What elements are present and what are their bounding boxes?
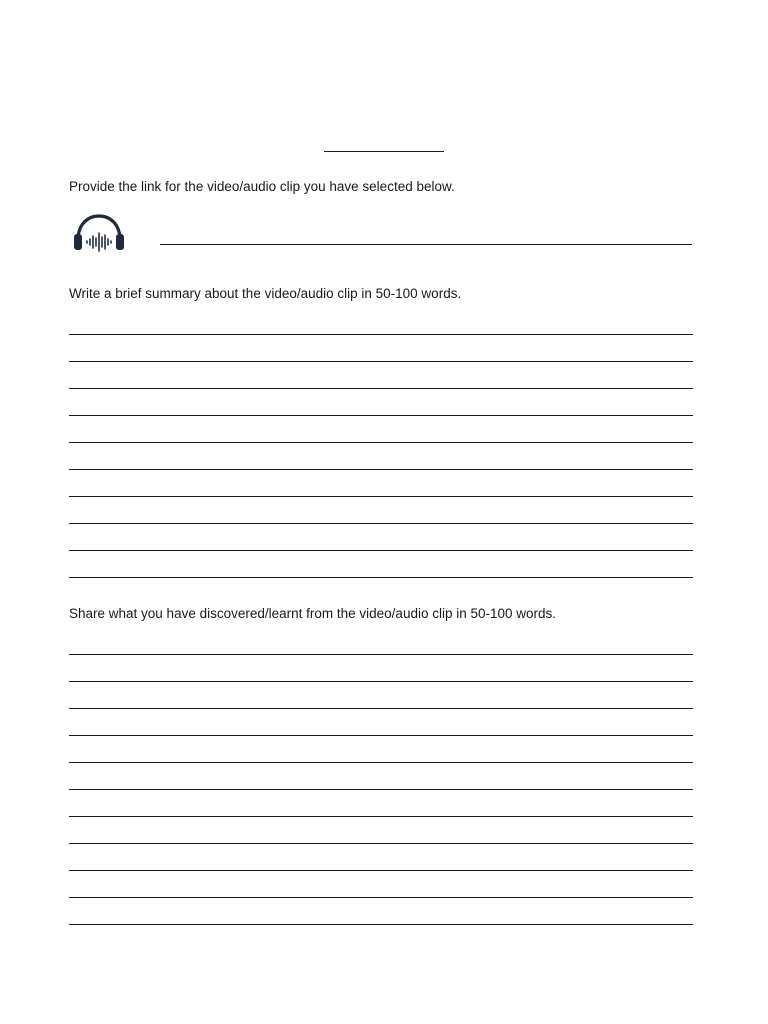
title-blank-line[interactable] [324,151,444,152]
discovered-answer-line[interactable] [69,789,693,790]
summary-answer-line[interactable] [69,415,693,416]
summary-answer-line[interactable] [69,388,693,389]
summary-answer-line[interactable] [69,334,693,335]
link-prompt: Provide the link for the video/audio clip you have selected below. [69,179,455,194]
summary-answer-line[interactable] [69,523,693,524]
summary-answer-line[interactable] [69,469,693,470]
discovered-answer-line[interactable] [69,654,693,655]
summary-prompt: Write a brief summary about the video/audio clip in 50-100 words. [69,286,462,301]
discovered-answer-line[interactable] [69,735,693,736]
headphones-icon [72,214,126,254]
summary-answer-line[interactable] [69,361,693,362]
discovered-answer-line[interactable] [69,762,693,763]
summary-answer-line[interactable] [69,577,693,578]
discovered-answer-line[interactable] [69,708,693,709]
summary-answer-line[interactable] [69,496,693,497]
summary-answer-line[interactable] [69,442,693,443]
discovered-answer-line[interactable] [69,870,693,871]
summary-answer-line[interactable] [69,550,693,551]
link-answer-line[interactable] [160,244,692,245]
discovered-answer-line[interactable] [69,816,693,817]
discovered-prompt: Share what you have discovered/learnt from the video/audio clip in 50-100 words. [69,606,557,621]
discovered-answer-line[interactable] [69,681,693,682]
discovered-answer-line[interactable] [69,843,693,844]
discovered-answer-line[interactable] [69,924,693,925]
discovered-answer-line[interactable] [69,897,693,898]
